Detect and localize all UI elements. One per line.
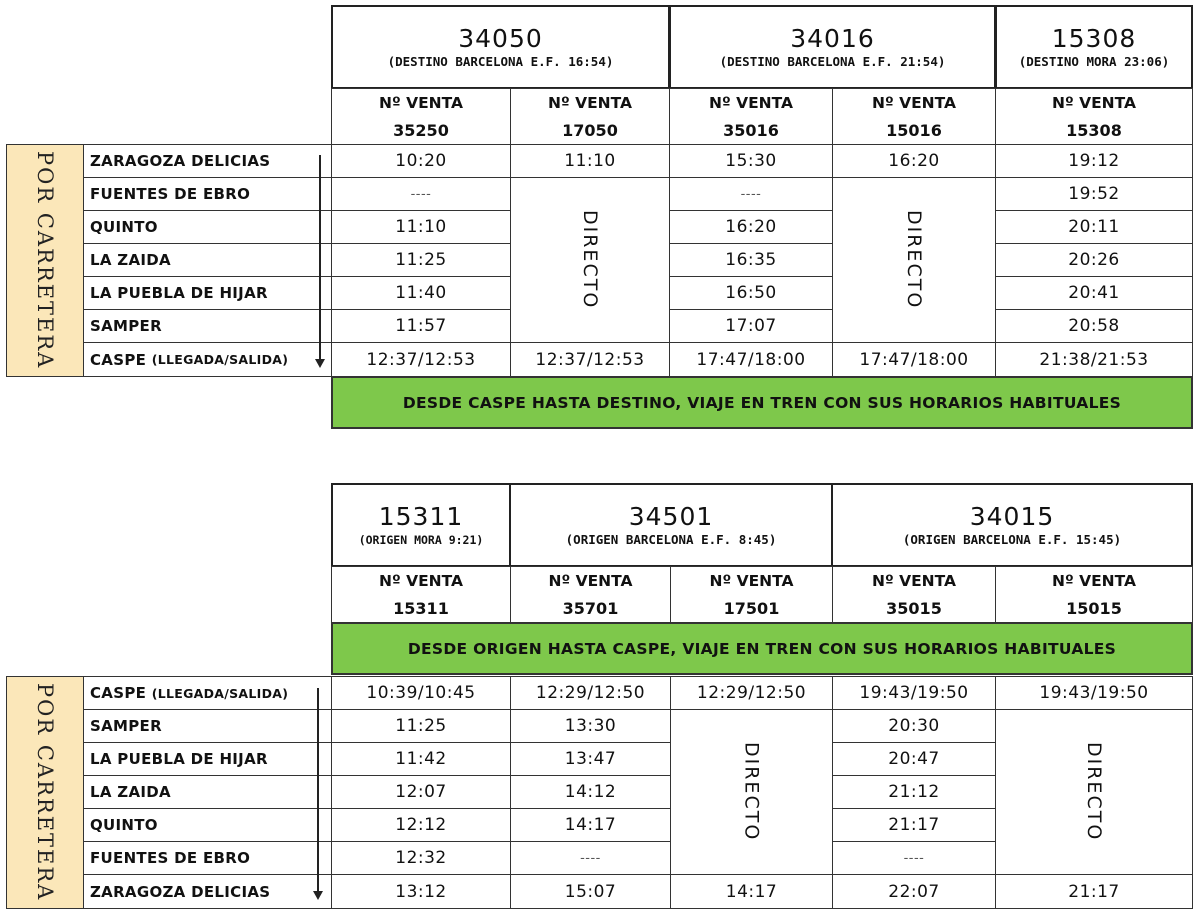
time-cell: 21:12 <box>832 775 996 809</box>
directo-cell <box>510 177 670 343</box>
time-cell: 20:11 <box>995 210 1193 244</box>
side-label-text: POR CARRETERA <box>33 151 57 370</box>
station-name: ZARAGOZA DELICIAS <box>90 882 271 901</box>
train-note: (ORIGEN MORA 9:21) <box>358 533 484 547</box>
time-cell: 19:52 <box>995 177 1193 211</box>
venta-number: 15015 <box>1066 598 1122 618</box>
station-cell <box>83 243 332 277</box>
venta-number: 35015 <box>886 598 942 618</box>
time-cell: 10:20 <box>331 144 511 178</box>
station-suffix: (LLEGADA/SALIDA) <box>151 685 289 701</box>
venta-number: 17050 <box>562 120 618 140</box>
side-label-por-carretera <box>6 144 84 377</box>
station-cell <box>83 177 332 211</box>
station-name: LA ZAIDA <box>90 783 171 801</box>
train-header-34016 <box>669 5 996 89</box>
venta-cell <box>510 566 671 623</box>
train-header-34050 <box>331 5 670 89</box>
time-cell: 12:12 <box>331 808 511 842</box>
time-cell: 12:32 <box>331 841 511 875</box>
time-cell: 17:47/18:00 <box>832 342 996 377</box>
train-note: (DESTINO BARCELONA E.F. 16:54) <box>387 54 614 69</box>
venta-label: Nº VENTA <box>708 93 794 112</box>
info-banner: DESDE ORIGEN HASTA CASPE, VIAJE EN TREN CON SUS HORARIOS HABITUALES <box>331 622 1193 675</box>
time-cell: ---- <box>510 841 671 875</box>
time-cell: 19:43/19:50 <box>832 676 996 710</box>
time-cell: 14:17 <box>670 874 833 909</box>
time-cell: 14:12 <box>510 775 671 809</box>
train-number: 34050 <box>458 24 543 53</box>
venta-number: 35250 <box>393 120 449 140</box>
station-cell <box>83 144 332 178</box>
station-name: SAMPER <box>90 317 162 335</box>
directo-cell <box>670 709 833 875</box>
time-cell: 17:47/18:00 <box>669 342 833 377</box>
venta-number: 17501 <box>723 598 780 618</box>
station-cell <box>83 309 332 343</box>
time-cell: 11:57 <box>331 309 511 343</box>
train-number: 15311 <box>378 502 464 531</box>
station-name: FUENTES DE EBRO <box>90 849 251 867</box>
train-header-15311 <box>331 483 511 567</box>
side-label-text: POR CARRETERA <box>33 683 57 902</box>
time-cell: 11:40 <box>331 276 511 310</box>
time-cell: 17:07 <box>669 309 833 343</box>
station-cell <box>83 874 332 909</box>
station-name: FUENTES DE EBRO <box>90 185 251 203</box>
train-number: 34015 <box>969 502 1055 531</box>
station-name: QUINTO <box>90 816 158 834</box>
time-cell: 16:20 <box>669 210 833 244</box>
arrow-down-icon <box>315 359 325 368</box>
venta-cell <box>832 88 996 145</box>
time-cell: ---- <box>832 841 996 875</box>
station-cell <box>83 342 332 377</box>
time-cell: 11:10 <box>331 210 511 244</box>
time-cell: 12:29/12:50 <box>510 676 671 710</box>
time-cell: 15:30 <box>669 144 833 178</box>
station-cell <box>83 742 332 776</box>
station-name: CASPE <box>90 684 147 702</box>
venta-cell <box>331 566 511 623</box>
directo-label: DIRECTO <box>579 210 601 310</box>
venta-number: 15308 <box>1066 120 1122 140</box>
time-cell: 11:42 <box>331 742 511 776</box>
time-cell: 13:47 <box>510 742 671 776</box>
train-header-15308 <box>995 5 1193 89</box>
train-note: (DESTINO MORA 23:06) <box>1018 54 1170 69</box>
venta-cell <box>510 88 670 145</box>
train-header-34015 <box>831 483 1193 567</box>
time-cell: 20:30 <box>832 709 996 743</box>
time-cell: 21:38/21:53 <box>995 342 1193 377</box>
train-note: (DESTINO BARCELONA E.F. 21:54) <box>719 54 946 69</box>
time-cell: 21:17 <box>995 874 1193 909</box>
time-cell: ---- <box>669 177 833 211</box>
info-banner: DESDE CASPE HASTA DESTINO, VIAJE EN TREN CON SUS HORARIOS HABITUALES <box>331 376 1193 429</box>
venta-number: 35701 <box>562 598 619 618</box>
directo-cell <box>995 709 1193 875</box>
directo-cell <box>832 177 996 343</box>
station-name: SAMPER <box>90 717 162 735</box>
venta-cell <box>331 88 511 145</box>
station-name: LA ZAIDA <box>90 251 171 269</box>
station-cell <box>83 276 332 310</box>
time-cell: 13:12 <box>331 874 511 909</box>
venta-cell <box>669 88 833 145</box>
venta-label: Nº VENTA <box>871 571 957 590</box>
time-cell: 19:12 <box>995 144 1193 178</box>
time-cell: 20:41 <box>995 276 1193 310</box>
directo-label: DIRECTO <box>903 210 925 310</box>
time-cell: 13:30 <box>510 709 671 743</box>
time-cell: 12:37/12:53 <box>510 342 670 377</box>
directo-label: DIRECTO <box>740 742 763 842</box>
direction-arrow-line <box>317 688 319 893</box>
time-cell: 15:07 <box>510 874 671 909</box>
venta-number: 15016 <box>886 120 942 140</box>
train-note: (ORIGEN BARCELONA E.F. 8:45) <box>565 532 777 547</box>
venta-label: Nº VENTA <box>548 571 633 590</box>
venta-label: Nº VENTA <box>1051 93 1137 112</box>
venta-number: 15311 <box>393 598 449 618</box>
station-cell <box>83 210 332 244</box>
time-cell: ---- <box>331 177 511 211</box>
station-name: LA PUEBLA DE HIJAR <box>90 284 268 302</box>
venta-cell <box>832 566 996 623</box>
station-cell <box>83 808 332 842</box>
venta-number: 35016 <box>723 120 779 140</box>
venta-cell <box>995 88 1193 145</box>
venta-label: Nº VENTA <box>378 93 464 112</box>
time-cell: 11:25 <box>331 243 511 277</box>
time-cell: 21:17 <box>832 808 996 842</box>
time-cell: 10:39/10:45 <box>331 676 511 710</box>
directo-label: DIRECTO <box>1083 742 1105 842</box>
train-header-34501 <box>509 483 833 567</box>
station-name: ZARAGOZA DELICIAS <box>90 152 271 170</box>
train-number: 15308 <box>1051 24 1137 53</box>
venta-label: Nº VENTA <box>709 571 794 590</box>
time-cell: 16:20 <box>832 144 996 178</box>
venta-label: Nº VENTA <box>871 93 957 112</box>
venta-label: Nº VENTA <box>378 571 464 590</box>
time-cell: 20:26 <box>995 243 1193 277</box>
time-cell: 11:25 <box>331 709 511 743</box>
station-name: QUINTO <box>90 218 158 236</box>
time-cell: 20:47 <box>832 742 996 776</box>
station-name: LA PUEBLA DE HIJAR <box>90 750 268 768</box>
venta-cell <box>670 566 833 623</box>
station-cell <box>83 676 332 710</box>
time-cell: 11:10 <box>510 144 670 178</box>
station-cell <box>83 775 332 809</box>
station-cell <box>83 841 332 875</box>
venta-label: Nº VENTA <box>547 93 633 112</box>
direction-arrow-line <box>319 155 321 361</box>
train-number: 34501 <box>628 502 714 531</box>
venta-label: Nº VENTA <box>1051 571 1137 590</box>
time-cell: 16:50 <box>669 276 833 310</box>
time-cell: 16:35 <box>669 243 833 277</box>
side-label-por-carretera <box>6 676 84 909</box>
time-cell: 12:37/12:53 <box>331 342 511 377</box>
station-cell <box>83 709 332 743</box>
time-cell: 20:58 <box>995 309 1193 343</box>
arrow-down-icon <box>313 891 323 900</box>
train-number: 34016 <box>790 24 875 53</box>
time-cell: 14:17 <box>510 808 671 842</box>
time-cell: 12:29/12:50 <box>670 676 833 710</box>
station-suffix: (LLEGADA/SALIDA) <box>151 352 289 367</box>
venta-cell <box>995 566 1193 623</box>
station-name: CASPE <box>90 350 147 369</box>
time-cell: 22:07 <box>832 874 996 909</box>
time-cell: 12:07 <box>331 775 511 809</box>
train-note: (ORIGEN BARCELONA E.F. 15:45) <box>902 532 1122 547</box>
time-cell: 19:43/19:50 <box>995 676 1193 710</box>
